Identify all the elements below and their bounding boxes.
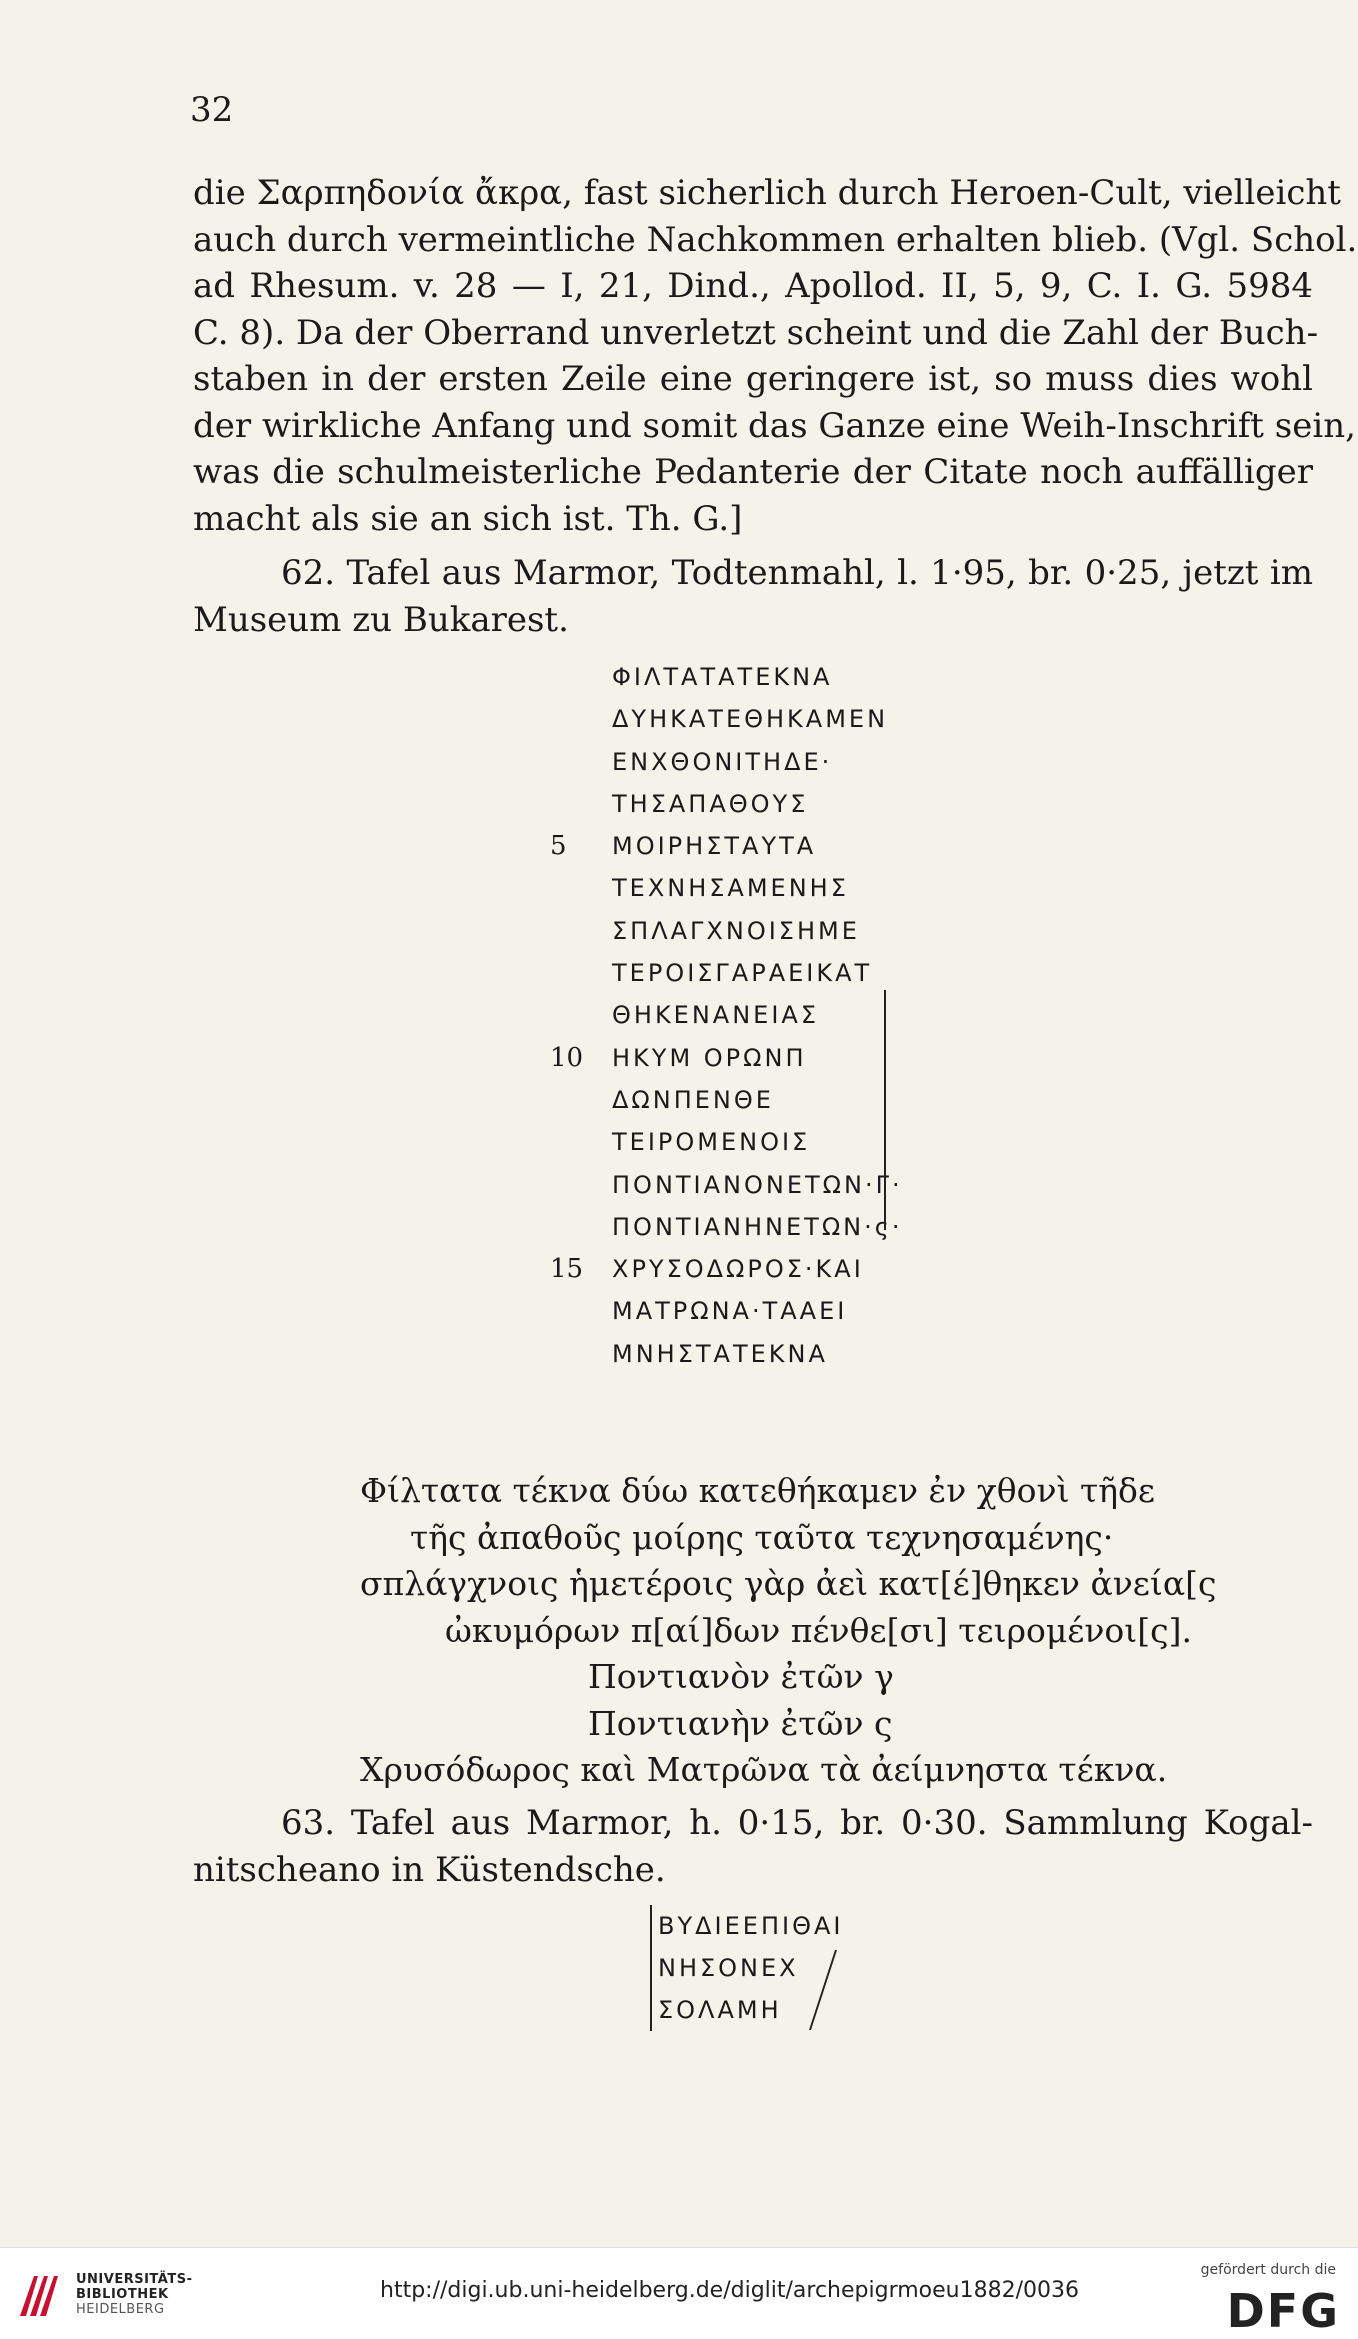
text-line: ad Rhesum. v. 28 — I, 21, Dind., Apollod. II, 5, 9, C. I. G. 5984 [193,266,1313,306]
inscription-text: ΤΕΙΡΟΜΕΝΟΙΣ [612,1128,811,1157]
inscription-line [550,825,903,867]
inscription-line [612,1333,903,1375]
line-number: 5 [550,831,567,862]
text-line: auch durch vermeintliche Nachkommen erhalten blieb. (Vgl. Schol. [193,219,1358,260]
text-line: 63. Tafel aus Marmor, h. 0·15, br. 0·30. Sammlung Kogal- [281,1803,1313,1843]
text-line: nitscheano in Küstendsche. [193,1849,666,1890]
paragraph-63-heading [193,1800,1313,1893]
inscription-line [612,698,903,740]
text-line: die Σαρπηδονία ἄκρα, fast sicherlich durch Heroen-Cult, vielleicht [193,173,1341,213]
text-line: was die schulmeisterliche Pedanterie der Citate noch auffälliger [193,452,1313,492]
inscription-text: ΠΟΝΤΙΑΝΗΝΕΤΩΝ·ς· [612,1212,903,1241]
funding-note: gefördert durch die [1200,2262,1336,2278]
inscription-line [550,1248,903,1290]
greek-line: Ποντιανὸν ἐτῶν γ [588,1657,894,1696]
inscription-line [612,994,903,1036]
dfg-logo: DFG [1226,2284,1340,2338]
inscription-line [612,783,903,825]
inscription-text: ΦΙΛΤΑΤΑΤΕΚΝΑ [612,663,833,691]
greek-line: τῆς ἀπαθοῦς μοίρης ταῦτα τεχνησαμένης· [410,1517,1114,1557]
text-line: C. 8). Da der Oberrand unverletzt scheint und die Zahl der Buch- [193,312,1319,353]
inscription-text: ΤΕΧΝΗΣΑΜΕΝΗΣ [612,874,849,903]
inscription-line [612,1290,903,1332]
line-number: 10 [550,1042,584,1073]
inscription-text: ΜΑΤΡΩΝΑ·ΤΑΑΕΙ [612,1297,848,1326]
inscription-line [612,1164,903,1206]
inscription-text: ΜΟΙΡΗΣΤΑΥΤΑ [612,832,817,861]
inscription-text: ΧΡΥΣΟΔΩΡΟΣ·ΚΑΙ [612,1255,864,1284]
inscription-line [612,741,903,783]
inscription-line [612,910,903,952]
inscription-line: ΒΥΔΙΕΕΠΙΘΑΙ [658,1912,844,1940]
university-name: UNIVERSITÄTS- BIBLIOTHEK HEIDELBERG [76,2272,193,2317]
paragraph-1 [193,170,1358,542]
greek-transcription [0,1468,1358,1794]
inscription-line [612,1206,903,1248]
inscription-text: ΕΝΧΘΟΝΙΤΗΔΕ· [612,747,833,776]
inscription-text: ΤΕΡΟΙΣΓΑΡΑΕΙΚΑΤ [612,959,873,988]
text-line: Museum zu Bukarest. [193,599,569,640]
inscription-break-line [872,990,886,1230]
line-number: 15 [550,1254,584,1285]
inscription-62 [550,656,903,1375]
greek-line: Φίλτατα τέκνα δύω κατεθήκαμεν ἐν χθονὶ τῆδε [360,1471,1155,1510]
text-line: der wirkliche Anfang und somit das Ganze eine Weih-Inschrift sein, [193,405,1356,446]
inscription-line: ΝΗΣΟΝΕΧ [658,1954,799,1982]
inscription-text: ΠΟΝΤΙΑΝΟΝΕΤΩΝ·Γ· [612,1170,903,1199]
paragraph-62-heading [193,550,1313,643]
inscription-text: ΘΗΚΕΝΑΝΕΙΑΣ [612,1001,819,1030]
text-line: macht als sie an sich ist. Th. G.] [193,498,743,539]
inscription-line [550,1037,903,1079]
inscription-line: ΣΟΛΑΜΗ [658,1996,782,2024]
footer-bar [0,2247,1358,2339]
university-logo-icon [14,2268,68,2322]
inscription-line [612,867,903,909]
inscription-line [612,1079,903,1121]
page-number: 32 [190,90,234,130]
inscription-text: ΗΚΥΜ ΟΡΩΝΠ [612,1043,807,1072]
greek-line: σπλάγχνοις ἡμετέροις γὰρ ἀεὶ κατ[έ]θηκεν ἀνεία[ς [360,1564,1217,1603]
text-line: 62. Tafel aus Marmor, Todtenmahl, l. 1·95, br. 0·25, jetzt im [281,553,1313,593]
inscription-line [612,1121,903,1163]
inscription-text: ΔΩΝΠΕΝΘΕ [612,1085,774,1114]
inscription-line [612,952,903,994]
greek-line: ὠκυμόρων π[αί]δων πένθε[σι] τειρομένοι[ς]. [445,1610,1192,1650]
permalink-url[interactable]: http://digi.ub.uni-heidelberg.de/diglit/archepigrmoeu1882/0036 [380,2278,1079,2303]
greek-line: Χρυσόδωρος καὶ Ματρῶνα τὰ ἀείμνηστα τέκνα. [360,1750,1168,1789]
inscription-text: ΔΥΗΚΑΤΕΘΗΚΑΜΕΝ [612,705,889,734]
inscription-text: ΜΝΗΣΤΑΤΕΚΝΑ [612,1339,828,1368]
greek-line: Ποντιανὴν ἐτῶν ς [588,1703,893,1743]
text-line: staben in der ersten Zeile eine geringere ist, so muss dies wohl [193,359,1313,399]
inscription-text: ΤΗΣΑΠΑΘΟΥΣ [612,789,809,818]
inscription-line [612,656,903,698]
inscription-text: ΣΠΛΑΓΧΝΟΙΣΗΜΕ [612,916,860,945]
